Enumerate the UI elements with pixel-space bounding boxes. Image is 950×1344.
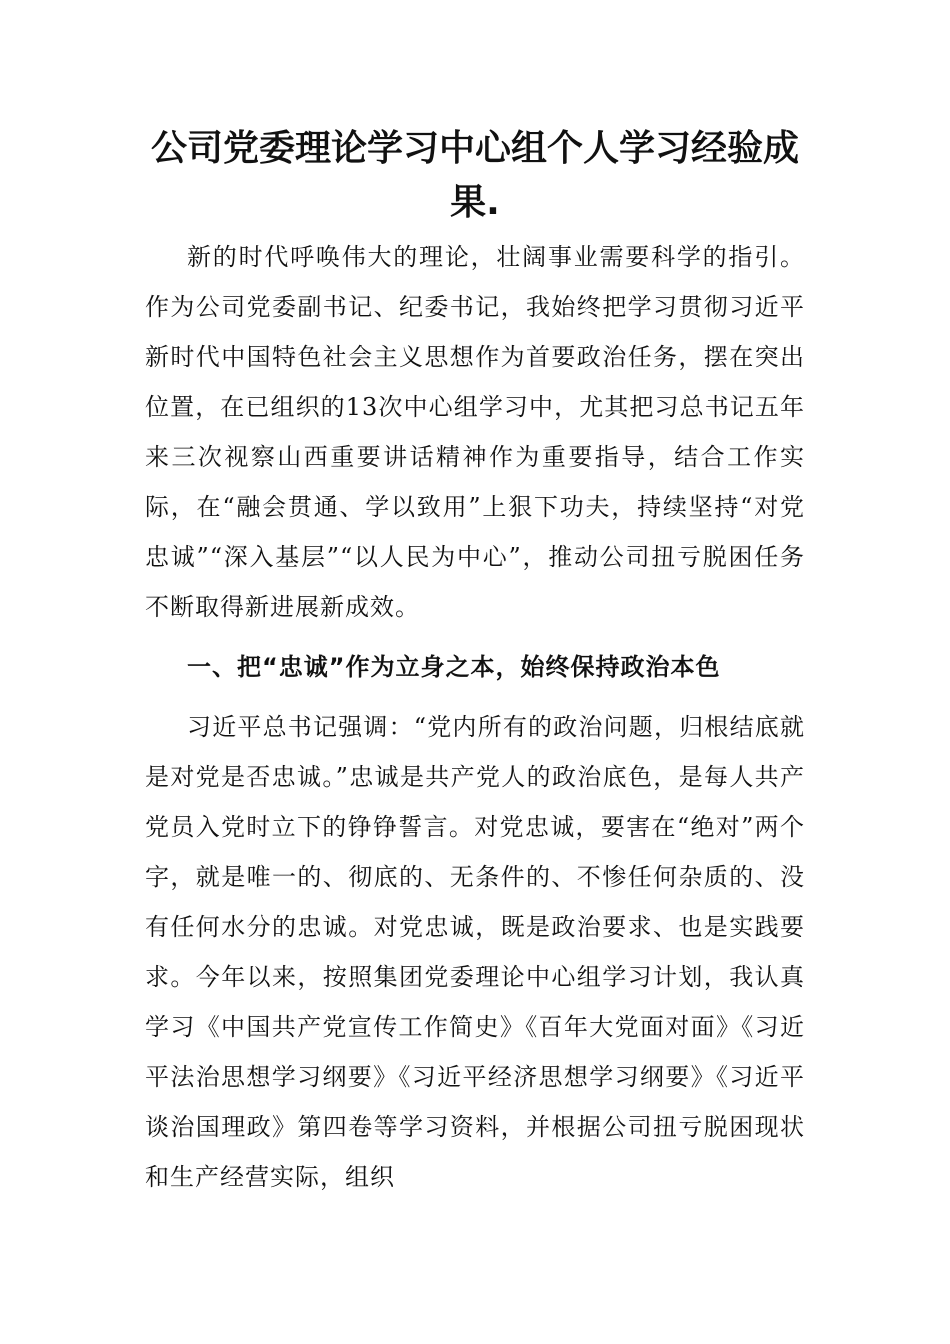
- document-body: [145, 232, 805, 1202]
- section-paragraph: 习近平总书记强调：“党内所有的政治问题，归根结底就是对党是否忠诚。”忠诚是共产党人的政治底色，是每人共产党员入党时立下的铮铮誓言。对党忠诚，要害在“绝对”两个字，就是唯一的、彻底的、无条件的、不惨任何杂质的、没有任何水分的忠诚。对党忠诚，既是政治要求、也是实践要求。今年以来，按照集团党委理论中心组学习计划，我认真学习《中国共产党宣传工作简史》《百年大党面对面》《习近平法治思想学习纲要》《习近平经济思想学习纲要》《习近平谈治国理政》第四卷等学习资料，并根据公司扭亏脱困现状和生产经营实际，组织: [145, 713, 805, 1191]
- document-title: 公司党委理论学习中心组个人学习经验成果.: [150, 128, 799, 223]
- intro-paragraph: 新的时代呼唤伟大的理论，壮阔事业需要科学的指引。作为公司党委副书记、纪委书记，我始终把学习贯彻习近平新时代中国特色社会主义思想作为首要政治任务，摆在突出位置，在已组织的13次中心组学习中，尤其把习总书记五年来三次视察山西重要讲话精神作为重要指导，结合工作实际，在“融会贯通、学以致用”上狠下功夫，持续坚持“对党忠诚”“深入基层”“以人民为中心”，推动公司扭亏脱困任务不断取得新进展新成效。: [145, 243, 805, 621]
- section-heading: 一、把“忠诚”作为立身之本，始终保持政治本色: [187, 653, 721, 681]
